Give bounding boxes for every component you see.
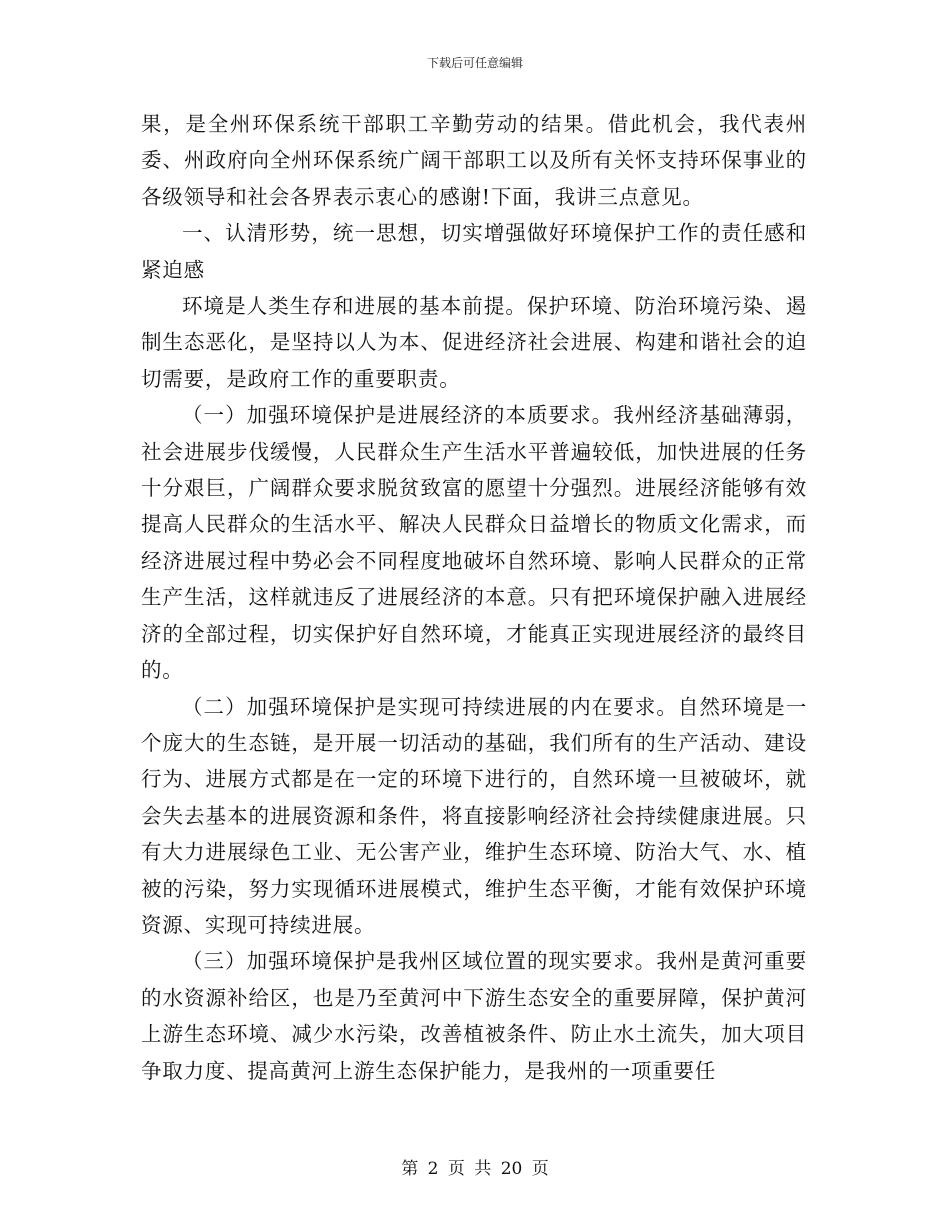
body-paragraph: （二）加强环境保护是实现可持续进展的内在要求。自然环境是一个庞大的生态链，是开展一切活动的基础，我们所有的生产活动、建设行为、进展方式都是在一定的环境下进行的，自然环境一旦被破坏，就会失去基本的进展资源和条件，将直接影响经济社会持续健康进展。只有大力进展绿色工业、无公害产业，维护生态环境、防治大气、水、植被的污染，努力实现循环进展模式，维护生态平衡，才能有效保护环境资源、实现可持续进展。 bbox=[141, 694, 807, 937]
page-header-note: 下载后可任意编辑 bbox=[426, 56, 523, 70]
section-heading: 一、认清形势，统一思想，切实增强做好环境保护工作的责任感和紧迫感 bbox=[141, 221, 807, 282]
document-body bbox=[141, 106, 807, 1089]
body-paragraph: （三）加强环境保护是我州区域位置的现实要求。我州是黄河重要的水资源补给区，也是乃至黄河中下游生态安全的重要屏障，保护黄河上游生态环境、减少水污染，改善植被条件、防止水土流失，加大项目争取力度、提高黄河上游生态保护能力，是我州的一项重要任 bbox=[141, 949, 807, 1083]
body-paragraph: 果，是全州环保系统干部职工辛勤劳动的结果。借此机会，我代表州委、州政府向全州环保系统广阔干部职工以及所有关怀支持环保事业的各级领导和社会各界表示衷心的感谢!下面，我讲三点意见。 bbox=[141, 112, 807, 209]
body-paragraph: （一）加强环境保护是进展经济的本质要求。我州经济基础薄弱，社会进展步伐缓慢，人民群众生产生活水平普遍较低，加快进展的任务十分艰巨，广阔群众要求脱贫致富的愿望十分强烈。进展经济能够有效提高人民群众的生活水平、解决人民群众日益增长的物质文化需求，而经济进展过程中势必会不同程度地破坏自然环境、影响人民群众的正常生产生活，这样就违反了进展经济的本意。只有把环境保护融入进展经济的全部过程，切实保护好自然环境，才能真正实现进展经济的最终目的。 bbox=[141, 403, 807, 683]
body-paragraph: 环境是人类生存和进展的基本前提。保护环境、防治环境污染、遏制生态恶化，是坚持以人为本、促进经济社会进展、构建和谐社会的迫切需要，是政府工作的重要职责。 bbox=[141, 294, 807, 391]
page-number-footer: 第 2 页 共 20 页 bbox=[401, 1159, 549, 1179]
